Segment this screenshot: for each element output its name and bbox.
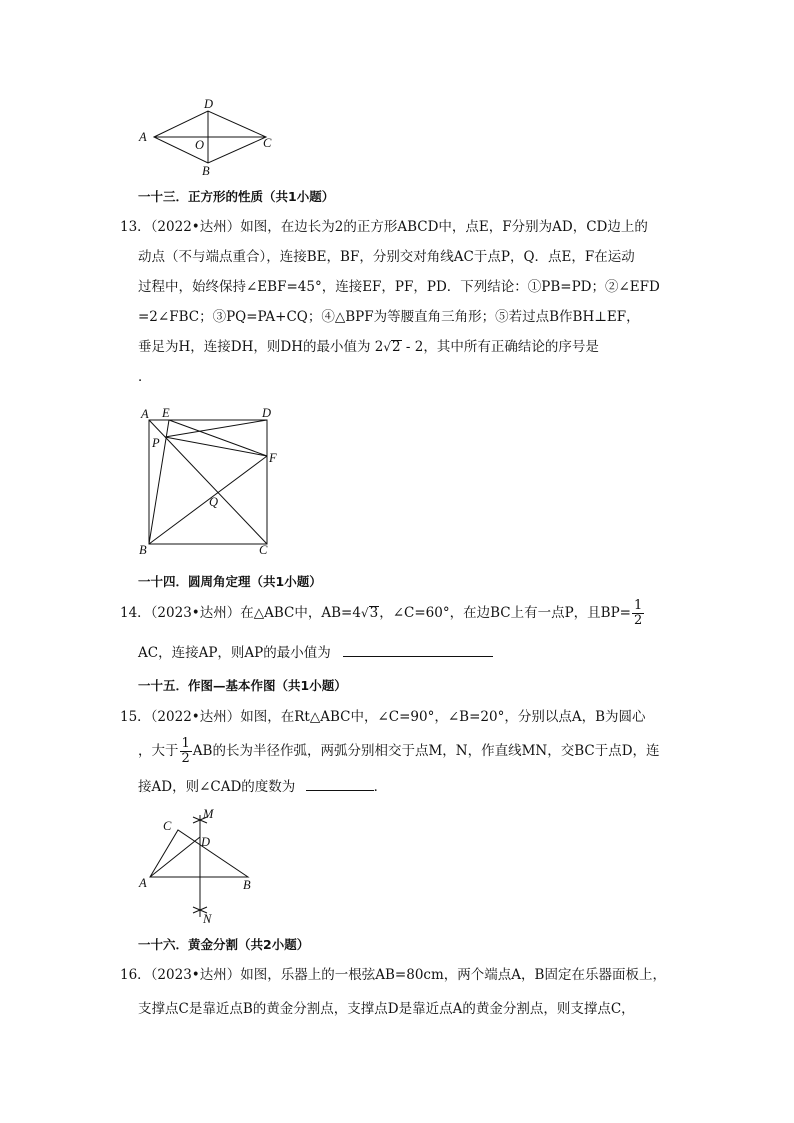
q15-line-3 — [138, 772, 387, 802]
label-d: D — [204, 97, 214, 111]
section-14-heading: 一十四．圆周角定理（共1小题） — [138, 574, 322, 589]
q16-line-1: 16．（2023•达州）如图，乐器上的一根弦AB=80cm，两个端点A，B固定在乐器面板上， — [120, 967, 666, 983]
question-16 — [120, 960, 680, 1024]
question-13 — [120, 212, 680, 392]
label-a: A — [139, 130, 147, 144]
q13-line-2: 动点（不与端点重合），连接BE，BF，分别交对角线AC于点P，Q．点E，F在运动 — [138, 249, 635, 265]
label-c: C — [263, 136, 272, 150]
segment-pd — [165, 420, 267, 437]
rhombus-figure — [130, 95, 280, 177]
diagonal-ac — [149, 420, 267, 544]
q14-line-1-b: ，∠C=60°，在边BC上有一点P，且BP= — [379, 605, 631, 621]
q14-line-1-a: 14．（2023•达州）在△ABC中，AB=4 — [120, 605, 361, 621]
q14-sqrt-radicand: 3 — [369, 605, 379, 621]
label-e: E — [162, 406, 170, 420]
q14-answer-blank[interactable] — [343, 642, 493, 657]
label-d: D — [201, 835, 211, 849]
q15-line-2-a: ，大于 — [138, 743, 179, 759]
label-c: C — [259, 543, 268, 557]
label-p: P — [152, 436, 160, 450]
q14-frac-den: 2 — [633, 613, 643, 628]
q15-fraction — [180, 737, 192, 766]
q15-line-3-b: ． — [373, 779, 388, 795]
q14-line-2 — [138, 638, 493, 668]
label-b: B — [139, 543, 147, 557]
label-q: Q — [209, 495, 219, 509]
q13-sqrt-radicand: 2 — [392, 339, 401, 355]
q13-line-1: 13．（2022•达州）如图，在边长为2的正方形ABCD中，点E，F分别为AD，CD边上的 — [120, 219, 648, 235]
section-15-heading: 一十五．作图—基本作图（共1小题） — [138, 678, 347, 693]
q14-fraction — [632, 599, 644, 628]
segment-ad — [150, 837, 200, 877]
q13-line-5-b: - 2，其中所有正确结论的序号是 — [401, 339, 599, 355]
q13-line-5: 垂足为H，连接DH，则DH的最小值为 2√2 - 2，其中所有正确结论的序号是 — [138, 339, 599, 355]
q15-answer-blank[interactable] — [306, 776, 374, 791]
label-f: F — [269, 451, 277, 465]
label-m: M — [203, 807, 214, 821]
q14-line-2-text: AC，连接AP，则AP的最小值为 — [138, 645, 331, 661]
question-14 — [120, 598, 680, 666]
label-c: C — [163, 819, 172, 833]
q15-frac-num: 1 — [181, 736, 190, 751]
q15-line-2-b: AB的长为半径作弧，两弧分别相交于点M，N，作直线MN，交BC于点D，连 — [192, 743, 660, 759]
section-16-heading: 一十六．黄金分割（共2小题） — [138, 937, 310, 952]
label-a: A — [139, 876, 147, 890]
triangle-abc — [150, 830, 248, 877]
label-d: D — [262, 406, 272, 420]
q15-line-2 — [138, 736, 660, 766]
q16-line-2: 支撑点C是靠近点B的黄金分割点，支撑点D是靠近点A的黄金分割点，则支撑点C， — [138, 1001, 635, 1017]
segment-bf — [149, 456, 267, 544]
q15-line-1: 15．（2022•达州）如图，在Rt△ABC中，∠C=90°，∠B=20°，分别以点A，B为圆心 — [120, 709, 646, 725]
q13-line-6: ． — [138, 369, 152, 385]
question-15 — [120, 702, 680, 802]
label-a: A — [141, 407, 149, 421]
q15-line-3-a: 接AD，则∠CAD的度数为 — [138, 779, 296, 795]
q14-line-1: 14．（2023•达州）在△ABC中，AB=4√3，∠C=60°，在边BC上有一点P，且BP= $\frac{1}{2}$ — [120, 598, 643, 628]
q13-line-3: 过程中，始终保持∠EBF=45°，连接EF，PF，PD．下列结论：①PB=PD；②∠EFD — [138, 279, 660, 295]
q14-frac-num: 1 — [633, 598, 643, 613]
segment-ef — [169, 420, 267, 456]
q13-line-4: =2∠FBC；③PQ=PA+CQ；④△BPF为等腰直角三角形；⑤若过点B作BH⊥EF， — [138, 309, 640, 325]
construction-figure — [135, 805, 265, 927]
q15-frac-den: 2 — [181, 751, 190, 766]
q13-line-5-a: 垂足为H，连接DH，则DH的最小值为 2 — [138, 339, 384, 355]
section-13-heading: 一十三．正方形的性质（共1小题） — [138, 189, 335, 204]
label-n: N — [203, 912, 212, 926]
label-o: O — [195, 138, 205, 152]
square-figure — [135, 402, 285, 562]
label-b: B — [202, 164, 210, 177]
label-b: B — [243, 878, 251, 892]
